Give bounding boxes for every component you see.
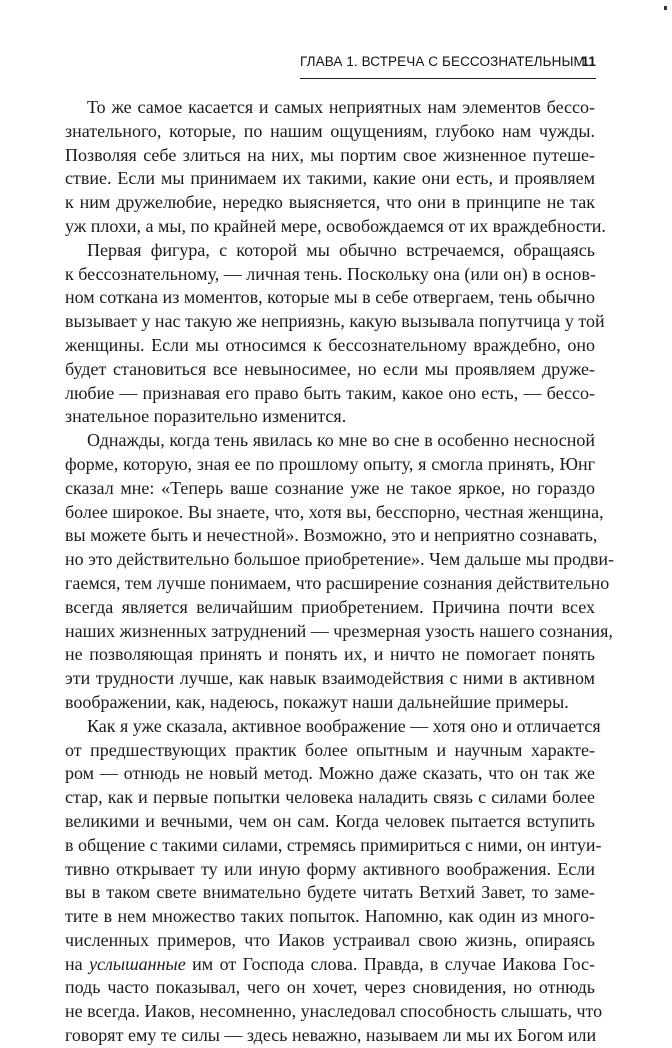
- text-line: Первая фигура, с которой мы обычно встречаемся, обращаясь: [87, 239, 595, 260]
- text-line: не позволяющая принять и понять их, и ничто не помогает понять: [65, 644, 595, 665]
- text-line: форме, которую, зная ее по прошлому опыту, я смогла принять, Юнг: [65, 453, 595, 474]
- text-line: к ним дружелюбие, нередко выясняется, что они в принципе не так: [65, 192, 595, 213]
- text-line: женщины. Если мы относимся к бессознательному враждебно, оно: [65, 334, 595, 355]
- text-line: Однажды, когда тень явилась ко мне во сне в особенно несносной: [87, 430, 595, 451]
- italic-word: услышанные: [89, 953, 186, 974]
- running-header: [300, 54, 596, 69]
- text-segment: на: [65, 953, 90, 974]
- text-line: Как я уже сказала, активное воображение — хотя оно и отличается: [87, 715, 601, 736]
- text-line: стар, как и первые попытки человека наладить связь с силами более: [65, 787, 595, 808]
- text-line: не всегда. Иаков, несомненно, унаследовал способность слышать, что: [65, 1001, 603, 1022]
- scan-mark: [664, 6, 667, 10]
- text-line: всегда является величайшим приобретением. Причина почти всех: [65, 596, 595, 617]
- text-line: ствие. Если мы принимаем их такими, какие они есть, и проявляем: [65, 168, 595, 189]
- text-line: ром — отнюдь не новый метод. Можно даже сказать, что он так же: [65, 763, 595, 784]
- text-line: будет становиться все невыносимее, но если мы проявляем друже-: [65, 358, 595, 379]
- text-line: подь часто показывал, чего он хочет, через сновидения, но отнюдь: [65, 977, 595, 998]
- text-line: воображении, как, надеюсь, покажут наши дальнейшие примеры.: [65, 691, 569, 712]
- text-line: вызывает у нас такую же неприязнь, какую вызывала попутчица у той: [65, 311, 605, 332]
- text-line: Позволяя себе злиться на них, мы портим свое жизненное путеше-: [65, 144, 595, 165]
- text-line: ном соткана из моментов, которые мы в себе отвергаем, тень обычно: [65, 287, 595, 308]
- text-line: от предшествующих практик более опытным и научным характе-: [65, 739, 595, 760]
- text-line: вы в таком свете внимательно будете читать Ветхий Завет, то заме-: [65, 882, 595, 903]
- text-line: но это действительно большое приобретение». Чем дальше мы продви-: [65, 549, 614, 570]
- text-line: знательного, которые, по нашим ощущениям, глубоко нам чужды.: [65, 120, 595, 141]
- page-number: 11: [581, 54, 596, 69]
- body-text: [65, 96, 614, 1048]
- text-line: любие — признавая его право быть таким, какое оно есть, — бессо-: [65, 382, 595, 403]
- chapter-title: ГЛАВА 1. ВСТРЕЧА С БЕССОЗНАТЕЛЬНЫМ: [300, 54, 585, 69]
- text-line-emphasis: [65, 953, 595, 977]
- header-rule: [300, 78, 596, 79]
- text-line: вы можете быть и нечестной». Возможно, это и неприятно сознавать,: [65, 525, 598, 546]
- text-line: тивно открывает ту или иную форму активного воображения. Если: [65, 858, 595, 879]
- text-segment: им от Господа слова. Правда, в случае Иакова Гос-: [185, 953, 595, 974]
- text-line: эти трудности лучше, как навык взаимодействия с ними в активном: [65, 668, 595, 689]
- text-line: сказал мне: «Теперь ваше сознание уже не такое яркое, но гораздо: [65, 477, 595, 498]
- text-line: великими и вечными, чем он сам. Когда человек пытается вступить: [65, 810, 595, 831]
- text-line: гаемся, тем лучше понимаем, что расширение сознания действительно: [65, 572, 610, 593]
- text-line: знательное поразительно изменится.: [65, 406, 347, 427]
- text-line: То же самое касается и самых неприятных нам элементов бессо-: [87, 97, 595, 117]
- text-line: численных примеров, что Иаков устраивал свою жизнь, опираясь: [65, 929, 595, 950]
- text-line: более широкое. Вы знаете, что, хотя вы, бесспорно, честная женщина,: [65, 501, 604, 522]
- text-line: говорят ему те силы — здесь неважно, называем ли мы их Богом или: [65, 1025, 597, 1046]
- text-line: в общение с такими силами, стремясь примириться с ними, он интуи-: [65, 834, 602, 855]
- text-line: тите в нем множество таких попыток. Напомню, как один из много-: [65, 906, 595, 927]
- text-line: уж плохи, а мы, по крайней мере, освобождаемся от их враждебности.: [65, 215, 606, 236]
- text-line: наших жизненных затруднений — чрезмерная узость нашего сознания,: [65, 620, 613, 641]
- text-line: к бессознательному, — личная тень. Поскольку она (или он) в основ-: [65, 263, 596, 284]
